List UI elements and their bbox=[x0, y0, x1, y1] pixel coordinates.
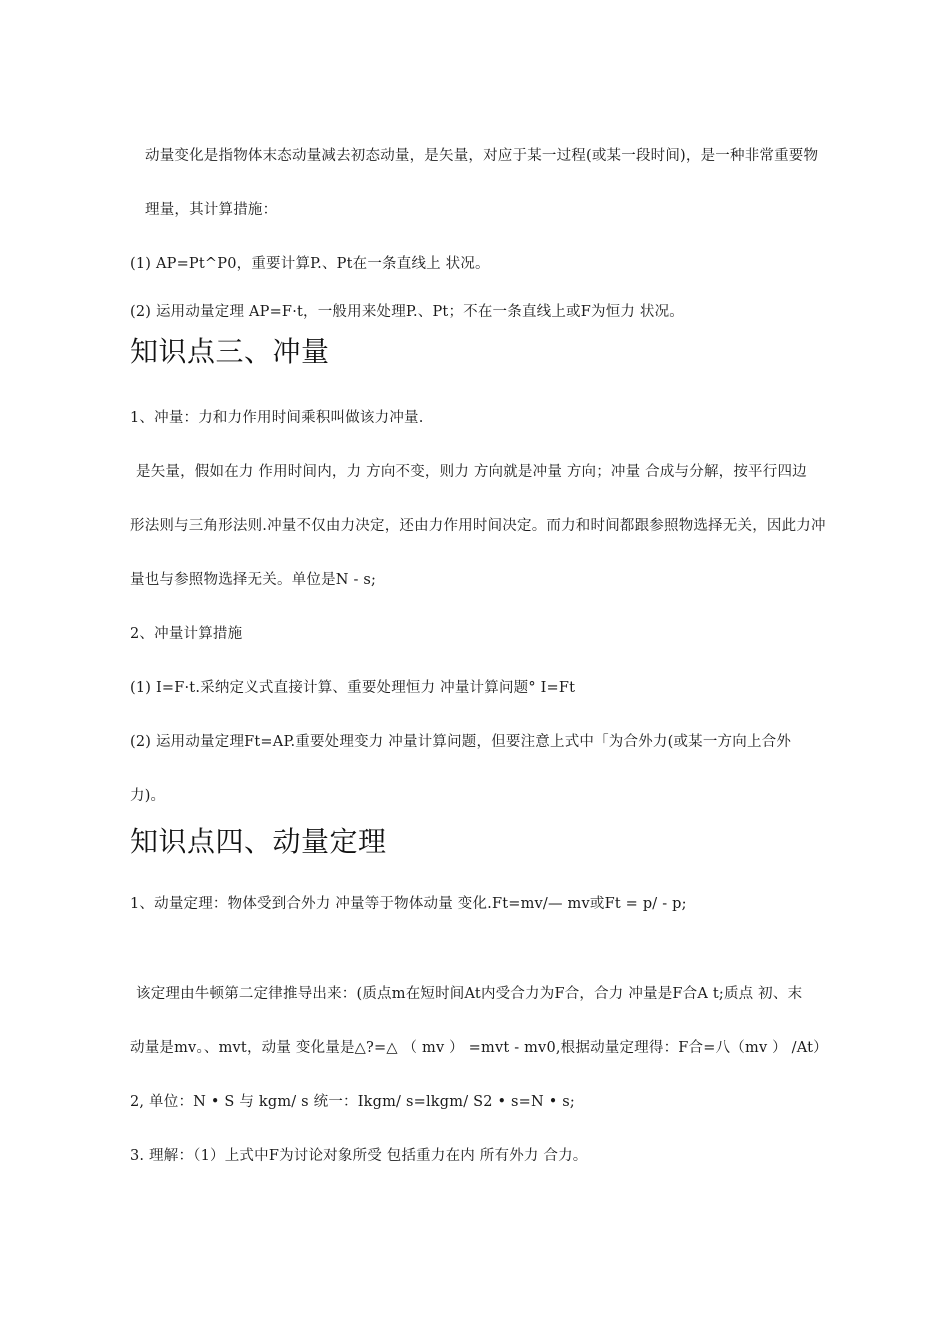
section-3-body-line-1: 是矢量，假如在力 作用时间内，力 方向不变，则力 方向就是冲量 方向；冲量 合成与分解，按平行四边 bbox=[136, 464, 807, 480]
section-3-body-line-2: 形法则与三角形法则.冲量不仅由力决定，还由力作用时间决定。而力和时间都跟参照物选择无关，因此力冲 bbox=[130, 518, 826, 534]
section-3-heading: 知识点三、冲量 bbox=[130, 335, 330, 368]
section-3-method-2-line-2: 力)。 bbox=[130, 788, 166, 804]
intro-line-1: 动量变化是指物体末态动量减去初态动量，是矢量，对应于某一过程(或某一段时间)，是一种非常重要物 bbox=[145, 148, 819, 164]
section-4-derive-line-1: 该定理由牛顿第二定律推导出来：(质点m在短时间At内受合力为F合，合力 冲量是F合A t;质点 初、末 bbox=[136, 986, 803, 1002]
section-3-method-2-line-1: (2) 运用动量定理Ft=AP.重要处理变力 冲量计算问题，但要注意上式中「为合外力(或某一方向上合外 bbox=[130, 734, 792, 750]
section-4-derive-line-2: 动量是mv。、mvt，动量 变化量是△?=△ （ mv ） =mvt - mv0,根据动量定理得：F合=八（mv ） /At） bbox=[130, 1040, 828, 1056]
section-4-unit-line: 2, 单位：N • S 与 kgm/ s 统一：Ikgm/ s=lkgm/ S2 • s=N • s; bbox=[130, 1094, 576, 1110]
intro-item-1: (1) AP=Pt^P0，重要计算P.、Pt在一条直线上 状况。 bbox=[130, 256, 490, 272]
section-4-understand-line: 3. 理解：（1）上式中F为讨论对象所受 包括重力在内 所有外力 合力。 bbox=[130, 1148, 588, 1164]
intro-item-2: (2) 运用动量定理 AP=F·t，一般用来处理P.、Pt；不在一条直线上或F为恒力 状况。 bbox=[130, 304, 685, 320]
section-3-def-1: 1、冲量：力和力作用时间乘积叫做该力冲量. bbox=[130, 410, 424, 426]
section-4-def-1: 1、动量定理：物体受到合外力 冲量等于物体动量 变化.Ft=mv/— mv或Ft = p/ - p; bbox=[130, 896, 687, 912]
section-3-body-line-3: 量也与参照物选择无关。单位是N - s; bbox=[130, 572, 377, 588]
intro-line-2: 理量，其计算措施： bbox=[145, 202, 278, 218]
section-3-def-2: 2、冲量计算措施 bbox=[130, 626, 243, 642]
section-4-heading: 知识点四、动量定理 bbox=[130, 825, 387, 858]
section-3-method-1: (1) I=F·t.采纳定义式直接计算、重要处理恒力 冲量计算问题° I=Ft bbox=[130, 680, 576, 696]
